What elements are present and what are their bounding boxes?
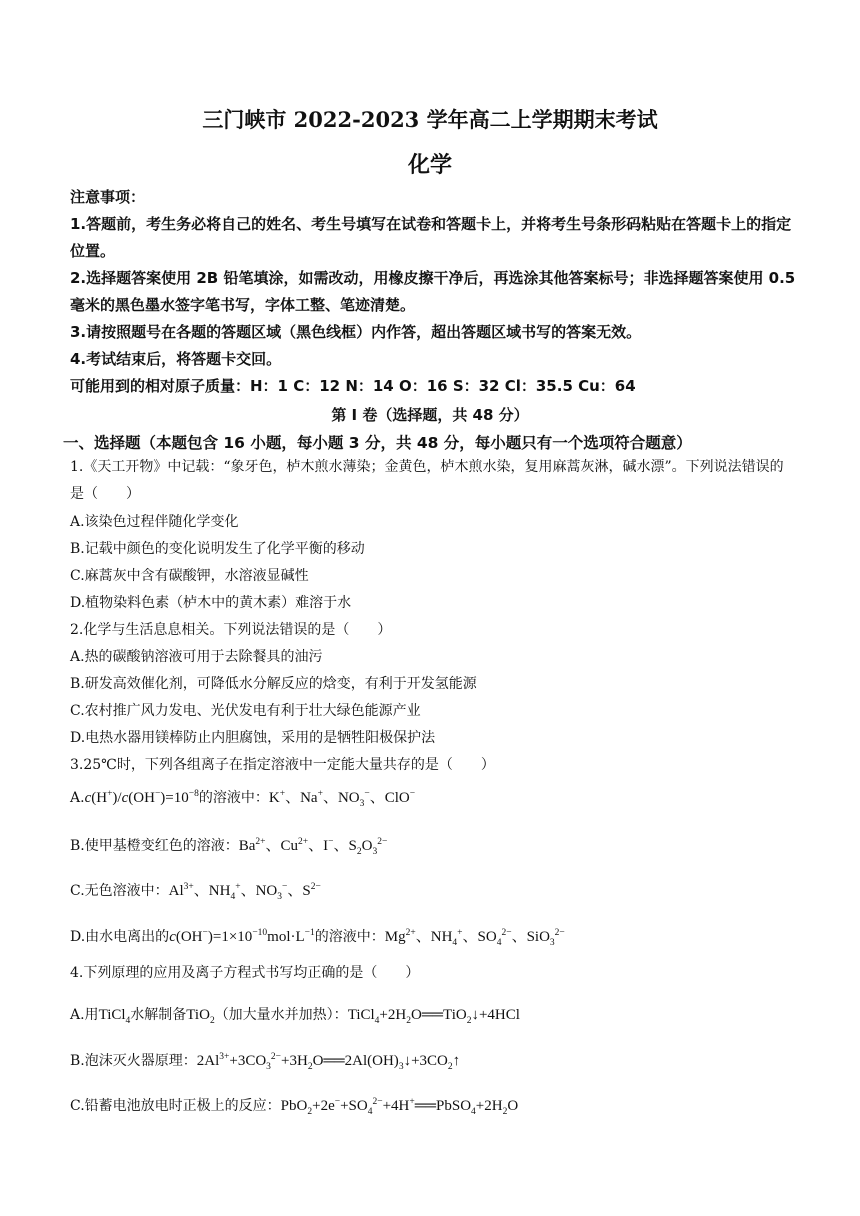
question-1-option-c: C.麻蒿灰中含有碳酸钾，水溶液显碱性 (70, 568, 309, 584)
option-d-prefix: D.由水电离出的 (70, 929, 170, 945)
formula: $c(H^+)/c(OH^-)=10^{-8}$ (84, 789, 199, 806)
option-c-prefix: C.铅蓄电池放电时正极上的反应： (70, 1098, 281, 1114)
question-1-stem: 1.《天工开物》中记载：“象牙色，栌木煎水薄染；金黄色，栌木煎水染，复用麻蒿灰淋，碱水漂”。下列说法错误的是（ ） (70, 459, 784, 502)
question-2-option-b: B.研发高效催化剂，可降低水分解反应的焓变，有利于开发氢能源 (70, 676, 477, 692)
option-a-prefix: A. (70, 790, 85, 806)
notice-item-1: 1.答题前，考生务必将自己的姓名、考生号填写在试卷和答题卡上，并将考生号条形码粘贴在答题卡上的指定位置。 (70, 215, 792, 260)
question-1-option-d: D.植物染料色素（栌木中的黄木素）难溶于水 (70, 595, 352, 611)
exam-title: 三门峡市 2022-2023 学年高二上学期期末考试 (202, 107, 658, 132)
subject-title: 化学 (407, 152, 452, 178)
option-d-text: 的溶液中： (314, 929, 385, 945)
option-a-prefix: A.用 (70, 1007, 99, 1023)
question-4-stem: 4.下列原理的应用及离子方程式书写均正确的是（ ） (70, 965, 420, 981)
part1-title: 第 I 卷（选择题，共 48 分） (331, 406, 529, 424)
notice-heading: 注意事项： (70, 188, 146, 206)
question-2-option-d: D.电热水器用镁棒防止内胆腐蚀，采用的是牺牲阳极保护法 (70, 730, 436, 746)
question-4-option-a (70, 1004, 520, 1024)
option-b-prefix: B.泡沫灭火器原理： (70, 1053, 197, 1069)
equation: $PbO_2+2e^-+SO_4^{2-}+4H^+══PbSO_4+2H_2O$ (280, 1097, 519, 1117)
atomic-mass-line: 可能用到的相对原子质量：H：1 C：12 N：14 O：16 S：32 Cl：35.5 Cu：64 (70, 377, 636, 395)
question-4-option-c (70, 1095, 518, 1115)
question-3-option-c (70, 879, 321, 900)
ion-list: $Mg^{2+}$、$NH_4^+$、$SO_4^{2-}$、SiO$_3^{2-}$ (384, 928, 565, 948)
formula: TiCl$_4$ (98, 1007, 131, 1026)
notice-block (70, 184, 800, 400)
option-b-prefix: B.使甲基橙变红色的溶液： (70, 838, 239, 854)
question-3-option-d (70, 925, 565, 946)
ion-list: K+、Na+、$NO_3^-$、ClO− (268, 789, 416, 809)
formula: $c(OH^-)=1\times 10^{-10}mol\cdot L^{-1}$ (169, 928, 315, 945)
question-1-option-b: B.记载中颜色的变化说明发生了化学平衡的移动 (70, 541, 365, 557)
option-a-text: 的溶液中： (198, 790, 269, 806)
question-2-stem: 2.化学与生活息息相关。下列说法错误的是（ ） (70, 622, 392, 638)
formula: TiO$_2$ (186, 1007, 215, 1026)
equation: $2Al^{3+}+3CO_3^{2-}+3H_2O══2Al(OH)_3↓+3CO_2↑$ (196, 1052, 461, 1072)
notice-item-4: 4.考试结束后，将答题卡交回。 (70, 350, 282, 368)
question-2-option-a: A.热的碳酸钠溶液可用于去除餐具的油污 (70, 649, 323, 665)
notice-item-2: 2.选择题答案使用 2B 铅笔填涂，如需改动，用橡皮擦干净后，再选涂其他答案标号；非选择题答案使用 0.5 毫米的黑色墨水签字笔书写，字体工整、笔迹清楚。 (70, 269, 796, 314)
question-2-option-c: C.农村推广风力发电、光伏发电有利于壮大绿色能源产业 (70, 703, 421, 719)
option-c-prefix: C.无色溶液中： (70, 883, 169, 899)
question-4-option-b (70, 1050, 460, 1070)
question-3-option-a (70, 786, 415, 807)
equation: $TiCl_4+2H_2O══TiO_2↓+4HCl$ (347, 1007, 520, 1026)
question-3-stem: 3.25℃时，下列各组离子在指定溶液中一定能大量共存的是（ ） (70, 757, 495, 773)
ion-list: $Ba^{2+}$、$Cu^{2+}$、I−、$S_2O_3^{2-}$ (238, 837, 388, 857)
option-a-mid1: 水解制备 (130, 1007, 187, 1023)
option-a-mid2: （加大量水并加热）： (214, 1007, 348, 1023)
question-1-option-a: A.该染色过程伴随化学变化 (70, 514, 239, 530)
ion-list: $Al^{3+}$、$NH_4^+$、$NO_3^-$、$S^{2-}$ (168, 882, 321, 902)
notice-item-3: 3.请按照题号在各题的答题区域（黑色线框）内作答，超出答题区域书写的答案无效。 (70, 323, 642, 341)
question-3-option-b (70, 834, 387, 855)
section-heading: 一、选择题（本题包含 16 小题，每小题 3 分，共 48 分，每小题只有一个选项符合题意） (63, 434, 692, 452)
